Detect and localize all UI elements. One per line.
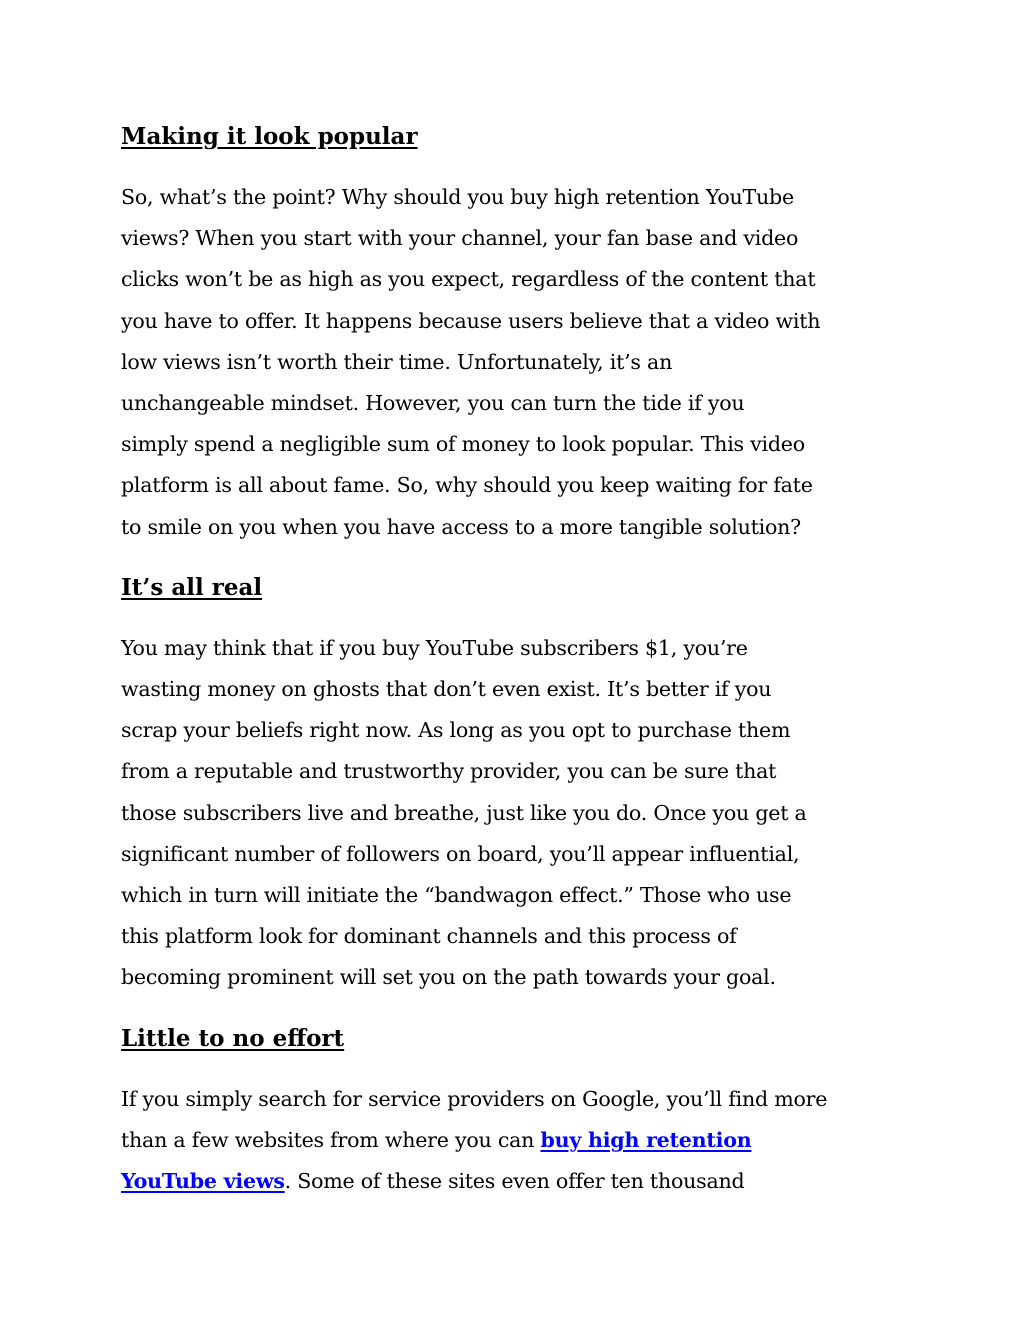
paragraph-line: scrap your beliefs right now. As long as you opt to purchase them — [121, 718, 791, 743]
section-paragraph-little-to-no-effort — [121, 1079, 911, 1203]
paragraph-line: which in turn will initiate the “bandwagon effect.” Those who use — [121, 883, 792, 908]
paragraph-line: platform is all about fame. So, why should you keep waiting for fate — [121, 473, 813, 498]
paragraph-line: this platform look for dominant channels and this process of — [121, 924, 737, 949]
paragraph-line: wasting money on ghosts that don’t even exist. It’s better if you — [121, 677, 772, 702]
paragraph-line: views? When you start with your channel, your fan base and video — [121, 226, 799, 251]
paragraph-line: those subscribers live and breathe, just like you do. Once you get a — [121, 800, 807, 825]
paragraph-line: You may think that if you buy YouTube subscribers $1, you’re — [121, 635, 748, 660]
paragraph-line: If you simply search for service providers on Google, you’ll find more — [121, 1086, 828, 1111]
paragraph-line: to smile on you when you have access to a more tangible solution? — [121, 514, 801, 539]
paragraph-line: low views isn’t worth their time. Unfortunately, it’s an — [121, 349, 673, 374]
paragraph-line: becoming prominent will set you on the path towards your goal. — [121, 965, 776, 990]
section-paragraph-its-all-real — [121, 628, 911, 999]
paragraph-line — [121, 1120, 911, 1161]
buy-high-retention-link[interactable]: buy high retention — [540, 1127, 752, 1152]
section-heading-its-all-real: It’s all real — [121, 573, 263, 601]
line-text: . Some of these sites even offer ten thousand — [284, 1169, 745, 1194]
paragraph-line: So, what’s the point? Why should you buy high retention YouTube — [121, 185, 794, 209]
paragraph-line: significant number of followers on board, you’ll appear influential, — [121, 841, 800, 866]
paragraph-line: clicks won’t be as high as you expect, regardless of the content that — [121, 267, 816, 292]
paragraph-line: simply spend a negligible sum of money to look popular. This video — [121, 432, 805, 457]
paragraph-line — [121, 1161, 911, 1202]
paragraph-line: unchangeable mindset. However, you can turn the tide if you — [121, 391, 745, 416]
document-page — [121, 118, 911, 1202]
section-heading-little-to-no-effort: Little to no effort — [121, 1024, 345, 1052]
youtube-views-link[interactable]: YouTube views — [121, 1169, 285, 1194]
section-paragraph-making-it-look-popular — [121, 177, 911, 548]
paragraph-line: you have to offer. It happens because users believe that a video with — [121, 308, 821, 333]
line-text: than a few websites from where you can — [121, 1127, 541, 1152]
section-heading-making-it-look-popular: Making it look popular — [121, 123, 418, 150]
paragraph-line: from a reputable and trustworthy provider, you can be sure that — [121, 759, 777, 784]
